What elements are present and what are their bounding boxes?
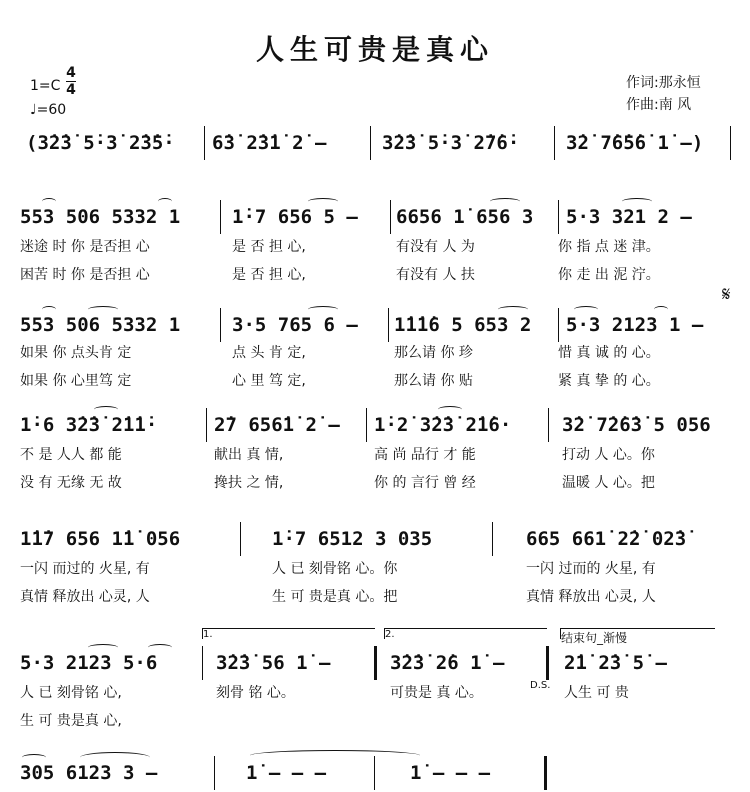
lyric: 有没有 人 为 (396, 239, 475, 255)
final-barline (544, 756, 547, 790)
lyric: 是 否 担 心, (232, 267, 306, 283)
lyric: 惜 真 诚 的 心。 (558, 345, 660, 361)
barline (730, 126, 731, 160)
lyric-line-2 (18, 586, 732, 608)
lyric-line-1 (18, 342, 732, 364)
ds-marking: D.S. (530, 680, 551, 691)
measure: 553 506 5332 1 (20, 206, 181, 228)
double-barline (546, 646, 549, 680)
barline (558, 308, 559, 342)
barline (554, 126, 555, 160)
slur (654, 306, 668, 313)
lyric: 是 否 担 心, (232, 239, 306, 255)
barline (214, 756, 215, 790)
barline (220, 308, 221, 342)
score-system-2 (18, 196, 732, 236)
lyric: 一闪 过而的 火星, 有 (526, 561, 656, 577)
measure: 553 506 5332 1 (20, 314, 181, 336)
measure: (3̇2̇3̇ 5̇·3̇ 2̇3̇5̇· (26, 132, 175, 154)
barline (492, 522, 493, 556)
barline (202, 646, 203, 680)
barline (390, 200, 391, 234)
slur (158, 198, 172, 205)
tempo-marking (30, 102, 66, 118)
lyric: 真情 释放出 心灵, 人 (526, 589, 656, 605)
lyric-line-2 (18, 370, 732, 392)
lyric: 人 已 刻骨铭 心。你 (272, 561, 398, 577)
lyric-line-2 (18, 264, 732, 286)
key-signature: 1=C (30, 78, 61, 94)
time-sig-top: 4 (66, 65, 76, 81)
lyric: 那么请 你 贴 (394, 373, 473, 389)
lyric-line-1 (18, 682, 732, 704)
tie (250, 750, 420, 761)
quarter-note-icon: ♩ (30, 102, 37, 118)
measure: 3̇2̇3̇ 5̇·3̇ 2̇7̇6̇· (382, 132, 520, 154)
lyric: 人 已 刻骨铭 心, (20, 685, 122, 701)
barline (240, 522, 241, 556)
measure: 3̇2̇ 7̇6̇5̇6̇ 1̇ –) (566, 132, 704, 154)
barline (388, 308, 389, 342)
score-system-5 (18, 518, 732, 558)
slur (94, 406, 118, 413)
slur (308, 198, 338, 205)
lyric: 可贵是 真 心。 (390, 685, 483, 701)
measure: 1̇ – – – (246, 762, 327, 784)
slur (438, 406, 462, 413)
score-system-7 (18, 752, 732, 792)
slur (622, 198, 652, 205)
measure: 1̇·6 3̇2̇3̇ 2̇1̇1̇· (20, 414, 158, 436)
slur (148, 644, 172, 651)
measure: 1̇1̇1̇6 5 653 2 (394, 314, 532, 336)
lyric: 生 可 贵是真 心。把 (272, 589, 398, 605)
lyric: 人生 可 贵 (564, 685, 629, 701)
ending-label: 结束句_渐慢 (561, 631, 628, 645)
measure: 305 6123 3 – (20, 762, 158, 784)
slur (42, 198, 56, 205)
measure: 1̇·7 656 5 – (232, 206, 358, 228)
score-system-6 (18, 642, 732, 682)
measure: 1̇ – – – (410, 762, 491, 784)
barline (220, 200, 221, 234)
lyric: 真情 释放出 心灵, 人 (20, 589, 150, 605)
lyricist-credit: 作词:那永恒 (626, 75, 701, 91)
measure: 665 661̇ 2̇2̇ 02̇3̇ (526, 528, 687, 550)
slur (498, 306, 528, 313)
barline (206, 408, 207, 442)
measure: 1̇·7 6512 3 035 (272, 528, 433, 550)
measure: 6̇3̇ 2̇3̇1̇ 2̇ – (212, 132, 327, 154)
lyric-line-1 (18, 236, 732, 258)
segno-icon: 𝄋 (722, 282, 731, 306)
barline (370, 126, 371, 160)
lyric: 没 有 无缘 无 故 (20, 475, 122, 491)
lyric-line-1 (18, 444, 732, 466)
lyric-line-2 (18, 472, 732, 494)
measure: 6656 1̇ 656 3 (396, 206, 534, 228)
measure: 2̇7 656̇1̇ 2̇ – (214, 414, 340, 436)
lyric: 温暖 人 心。把 (562, 475, 655, 491)
lyric: 如果 你 点头肯 定 (20, 345, 132, 361)
score-system-4 (18, 404, 732, 444)
barline (548, 408, 549, 442)
measure: 3̇2̇3̇ 56 1̇ – (216, 652, 331, 674)
lyric: 点 头 肯 定, (232, 345, 306, 361)
ending-bracket (560, 628, 715, 645)
slur (88, 306, 118, 313)
song-title: 人生可贵是真心 (255, 33, 494, 66)
measure: 3·5 765 6 – (232, 314, 358, 336)
time-sig-bottom: 4 (66, 82, 76, 98)
barline (366, 408, 367, 442)
measure: 5·3 2123 5·6 (20, 652, 158, 674)
lyric: 一闪 而过的 火星, 有 (20, 561, 150, 577)
volta-2 (384, 628, 547, 639)
slur (308, 306, 338, 313)
lyric: 如果 你 心里笃 定 (20, 373, 132, 389)
slur (574, 306, 598, 313)
lyric: 迷途 时 你 是否担 心 (20, 239, 150, 255)
repeat-barline (374, 646, 377, 680)
barline (204, 126, 205, 160)
lyric-line-1 (18, 558, 732, 580)
lyric: 刻骨 铭 心。 (216, 685, 295, 701)
lyric: 高 尚 品行 才 能 (374, 447, 476, 463)
score-system-1 (18, 122, 732, 162)
volta-2-label: 2. (385, 629, 395, 640)
measure: 1̇·2̇ 3̇2̇3̇ 2̇1̇6· (374, 414, 512, 436)
time-signature (66, 66, 76, 97)
slur (42, 306, 56, 313)
lyric: 心 里 笃 定, (232, 373, 306, 389)
lyric: 你 走 出 泥 泞。 (558, 267, 660, 283)
slur (22, 754, 46, 761)
lyric: 打动 人 心。你 (562, 447, 655, 463)
lyric: 你 的 言行 曾 经 (374, 475, 476, 491)
measure: 2̇1̇ 2̇3̇ 5̇ – (564, 652, 667, 674)
lyric-line-2 (18, 710, 732, 732)
volta-1 (202, 628, 375, 639)
measure: 5·3 2123 1 – (566, 314, 704, 336)
measure: 3̇2̇ 7̇2̇6̇3̇ 5 056 (562, 414, 711, 436)
slur (88, 644, 118, 651)
barline (558, 200, 559, 234)
tempo-value: =60 (36, 102, 67, 118)
measure: 1̇1̇7 656 1̇1̇ 056 (20, 528, 181, 550)
composer-credit: 作曲:南 风 (626, 97, 692, 113)
lyric: 你 指 点 迷 津。 (558, 239, 660, 255)
barline (374, 756, 375, 790)
lyric: 有没有 人 扶 (396, 267, 475, 283)
lyric: 搀扶 之 情, (214, 475, 284, 491)
lyric: 献出 真 情, (214, 447, 284, 463)
score-system-3 (18, 304, 732, 344)
volta-1-label: 1. (203, 629, 213, 640)
measure: 3̇2̇3̇ 2̇6 1̇ – (390, 652, 505, 674)
lyric: 困苦 时 你 是否担 心 (20, 267, 150, 283)
lyric: 紧 真 挚 的 心。 (558, 373, 660, 389)
lyric: 生 可 贵是真 心, (20, 713, 122, 729)
slur (490, 198, 520, 205)
lyric: 那么请 你 珍 (394, 345, 473, 361)
measure: 5·3 321 2 – (566, 206, 692, 228)
lyric: 不 是 人人 都 能 (20, 447, 122, 463)
